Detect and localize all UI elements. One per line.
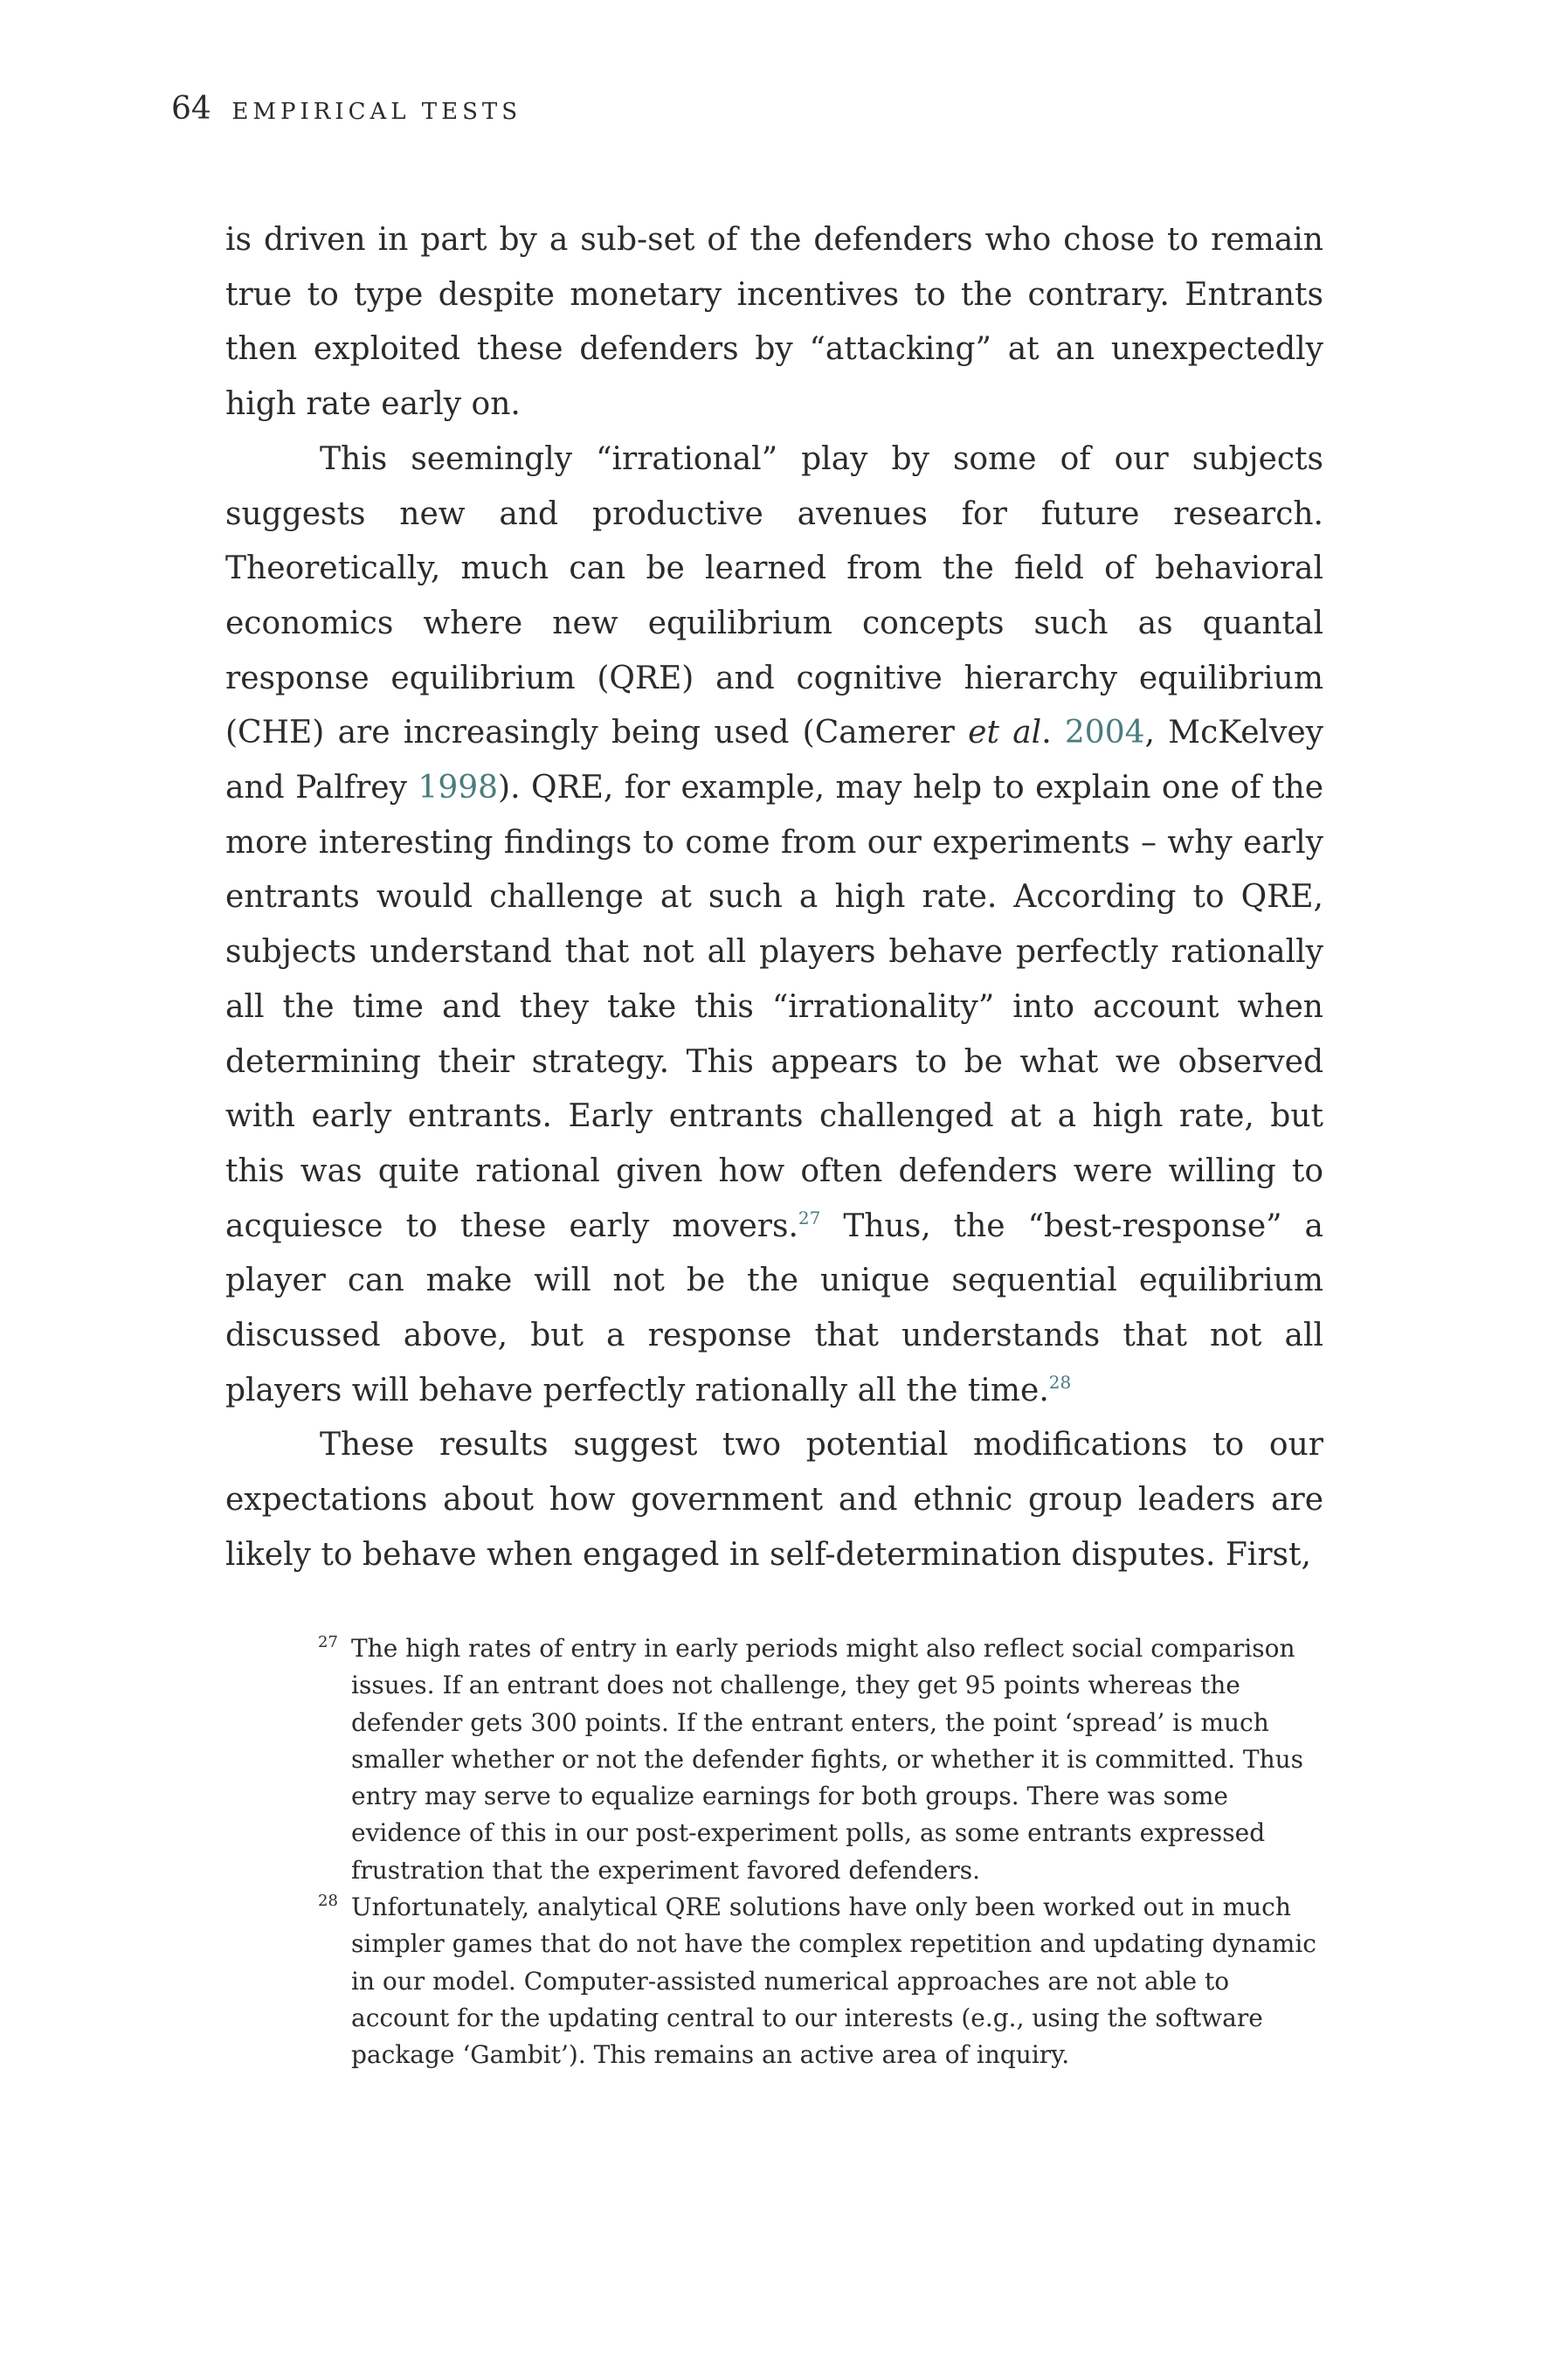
running-head-title: EMPIRICAL TESTS: [231, 99, 522, 125]
footnote-ref-27[interactable]: 27: [798, 1207, 821, 1228]
paragraph-2: [225, 433, 1323, 1419]
citation-camerer-2004[interactable]: 2004: [1064, 715, 1145, 751]
body-text: [225, 213, 1323, 1583]
citation-mckelvey-palfrey-1998[interactable]: 1998: [418, 770, 499, 806]
page-number: 64: [171, 91, 211, 127]
footnotes: [318, 1630, 1321, 2074]
footnote-number: 28: [318, 1892, 338, 1911]
paragraph-2-text-c: , McKelvey and Palfrey: [225, 715, 1323, 806]
paragraph-1: is driven in part by a sub-set of the defenders who chose to remain true to type despite monetary incentives to the contrary. Entrants then exploited these defenders by “attacking” at an unexpectedly high rate early on.: [225, 222, 1323, 423]
et-al: et al: [968, 715, 1042, 751]
footnote-text: Unfortunately, analytical QRE solutions have only been worked out in much simpler games that do not have the complex repetition and updating dynamic in our model. Computer-assisted numerical approaches are not able to account for the updating central to our interests (e.g., using the software package ‘Gambit’). This remains an active area of inquiry.: [351, 1893, 1316, 2070]
paragraph-2-text-b: .: [1041, 715, 1065, 751]
footnote-number: 27: [318, 1633, 338, 1651]
paragraph-2-text-d: ). QRE, for example, may help to explain one of the more interesting findings to come from our experiments – why early entrants would challenge at such a high rate. According to QRE, subjects understand that not all players behave perfectly rationally all the time and they take this “irrationality” into account when determining their strategy. This appears to be what we observed with early entrants. Early entrants challenged at a high rate, but this was quite rational given how often defenders were willing to acquiesce to these early movers.: [225, 770, 1323, 1244]
running-head: [171, 91, 522, 127]
paragraph-2-text-e: Thus, the “best-response” a player can make will not be the unique sequential equilibrium discussed above, but a response that understands that not all players will behave perfectly rationally all the time.: [225, 1208, 1323, 1408]
paragraph-2-text-a: This seemingly “irrational” play by some of our subjects suggests new and productive avenues for future research. Theoretically, much can be learned from the field of behavioral economics where new equilibrium concepts such as quantal response equilibrium (QRE) and cognitive hierarchy equilibrium (CHE) are increasingly being used (Camerer: [225, 440, 1323, 751]
footnote-27: [318, 1630, 1321, 1889]
footnote-text: The high rates of entry in early periods might also reflect social comparison issues. If an entrant does not challenge, they get 95 points whereas the defender gets 300 points. If the entrant enters, the point ‘spread’ is much smaller whether or not the defender fights, or whether it is committed. Thus entry may serve to equalize earnings for both groups. There was some evidence of this in our post-experiment polls, as some entrants expressed frustration that the experiment favored defenders.: [351, 1634, 1304, 1885]
paragraph-3: These results suggest two potential modifications to our expectations about how government and ethnic group leaders are likely to behave when engaged in self-determination disputes. First,: [225, 1427, 1323, 1573]
footnote-28: [318, 1889, 1321, 2073]
footnote-ref-28[interactable]: 28: [1048, 1371, 1072, 1393]
